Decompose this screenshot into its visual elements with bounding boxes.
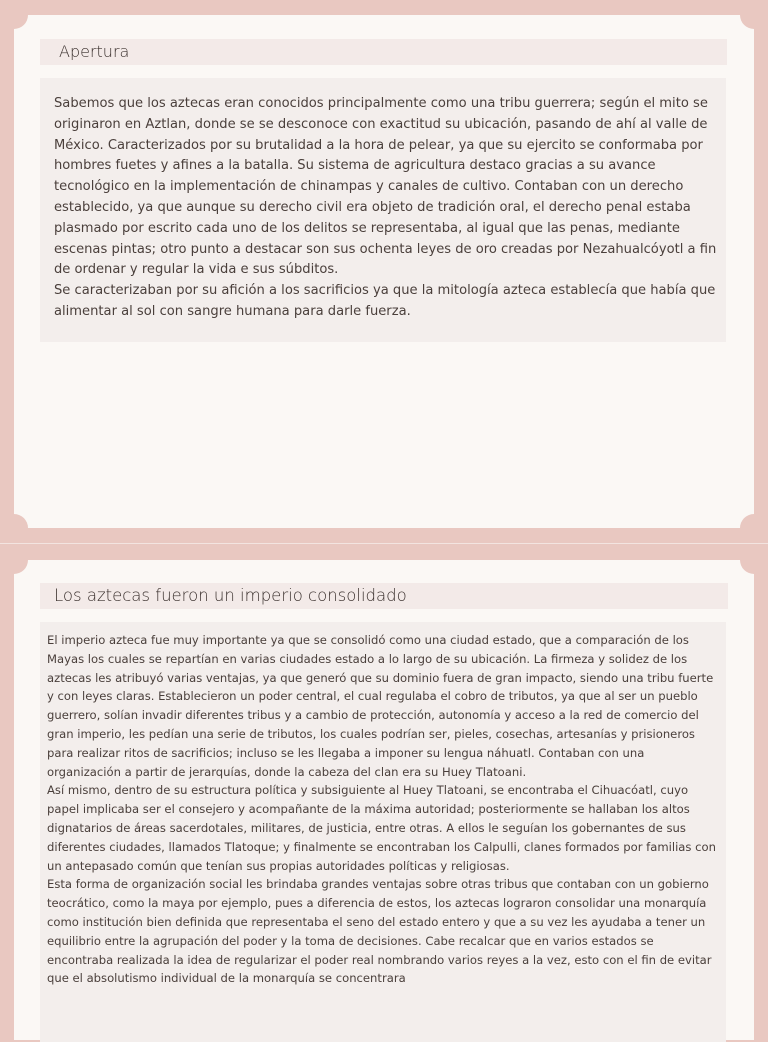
paragraph: Esta forma de organización social les brindaba grandes ventajas sobre otras tribus que contaban con un gobierno teocrático, como la maya por ejemplo, pues a diferencia de estos, los aztecas lograron consolidar una monarquía como institución bien definida que representaba el seno del estado entero y que a su vez les ayudaba a tener un equilibrio entre la agrupación del poder y la toma de decisiones. Cabe recalcar que en varios estados se encontraba realizada la idea de regularizar el poder real nombrando varios reyes a la vez, esto con el fin de evitar que el absolutismo individual de la monarquía se concentrara xyxy=(47,877,712,986)
paragraph: Sabemos que los aztecas eran conocidos principalmente como una tribu guerrera; según el mito se originaron en Aztlan, donde se se desconoce con exactitud su ubicación, pasando de ahí al valle de México. Caracterizados por su brutalidad a la hora de pelear, ya que su ejercito se conformaba por hombres fuetes y afines a la batalla. Su sistema de agricultura destaco gracias a su avance tecnológico en la implementación de chinampas y canales de cultivo. Contaban con un derecho establecido, ya que aunque su derecho civil era objeto de tradición oral, el derecho penal estaba plasmado por escrito cada uno de los delitos se representaba, al igual que las penas, mediante escenas pintas; otro punto a destacar son sus ochenta leyes de oro creadas por Nezahualcóyotl a fin de ordenar y regular la vida e sus súbditos. xyxy=(54,96,717,278)
paragraph: Se caracterizaban por su afición a los sacrificios ya que la mitología azteca establecía que había que alimentar al sol con sangre humana para darle fuerza. xyxy=(54,283,716,319)
page-card-imperio xyxy=(14,560,754,1040)
section-body-imperio xyxy=(40,622,726,1042)
section-title-imperio: Los aztecas fueron un imperio consolidado xyxy=(40,583,728,609)
page-card-apertura xyxy=(14,15,754,528)
section-body-apertura xyxy=(40,78,726,342)
paragraph: Así mismo, dentro de su estructura política y subsiguiente al Huey Tlatoani, se encontraba el Cihuacóatl, cuyo papel implicaba ser el consejero y acompañante de la máxima autoridad; posteriormente se hallaban los altos dignatarios de áreas sacerdotales, militares, de justicia, entre otras. A ellos le seguían los gobernantes de sus diferentes ciudades, llamados Tlatoque; y finalmente se encontraban los Calpulli, clanes formados por familias con un antepasado común que tenían sus propias autoridades políticas y religiosas. xyxy=(47,783,716,873)
paragraph: El imperio azteca fue muy importante ya que se consolidó como una ciudad estado, que a comparación de los Mayas los cuales se repartían en varias ciudades estado a lo largo de su ubicación. La firmeza y solidez de los aztecas les atribuyó varias ventajas, ya que generó que su dominio fuera de gran impacto, siendo una tribu fuerte y con leyes claras. Establecieron un poder central, el cual regulaba el cobro de tributos, ya que al ser un pueblo guerrero, solían invadir diferentes tribus y a cambio de protección, autonomía y acceso a la red de comercio del gran imperio, les pedían una serie de tributos, los cuales podrían ser, pieles, cosechas, artesanías y prisioneros para realizar ritos de sacrificios; incluso se les llegaba a imponer su lengua náhuatl. Contaban con una organización a partir de jerarquías, donde la cabeza del clan era su Huey Tlatoani. xyxy=(47,633,714,779)
section-title-apertura: Apertura xyxy=(40,39,727,65)
page-divider xyxy=(0,543,768,544)
